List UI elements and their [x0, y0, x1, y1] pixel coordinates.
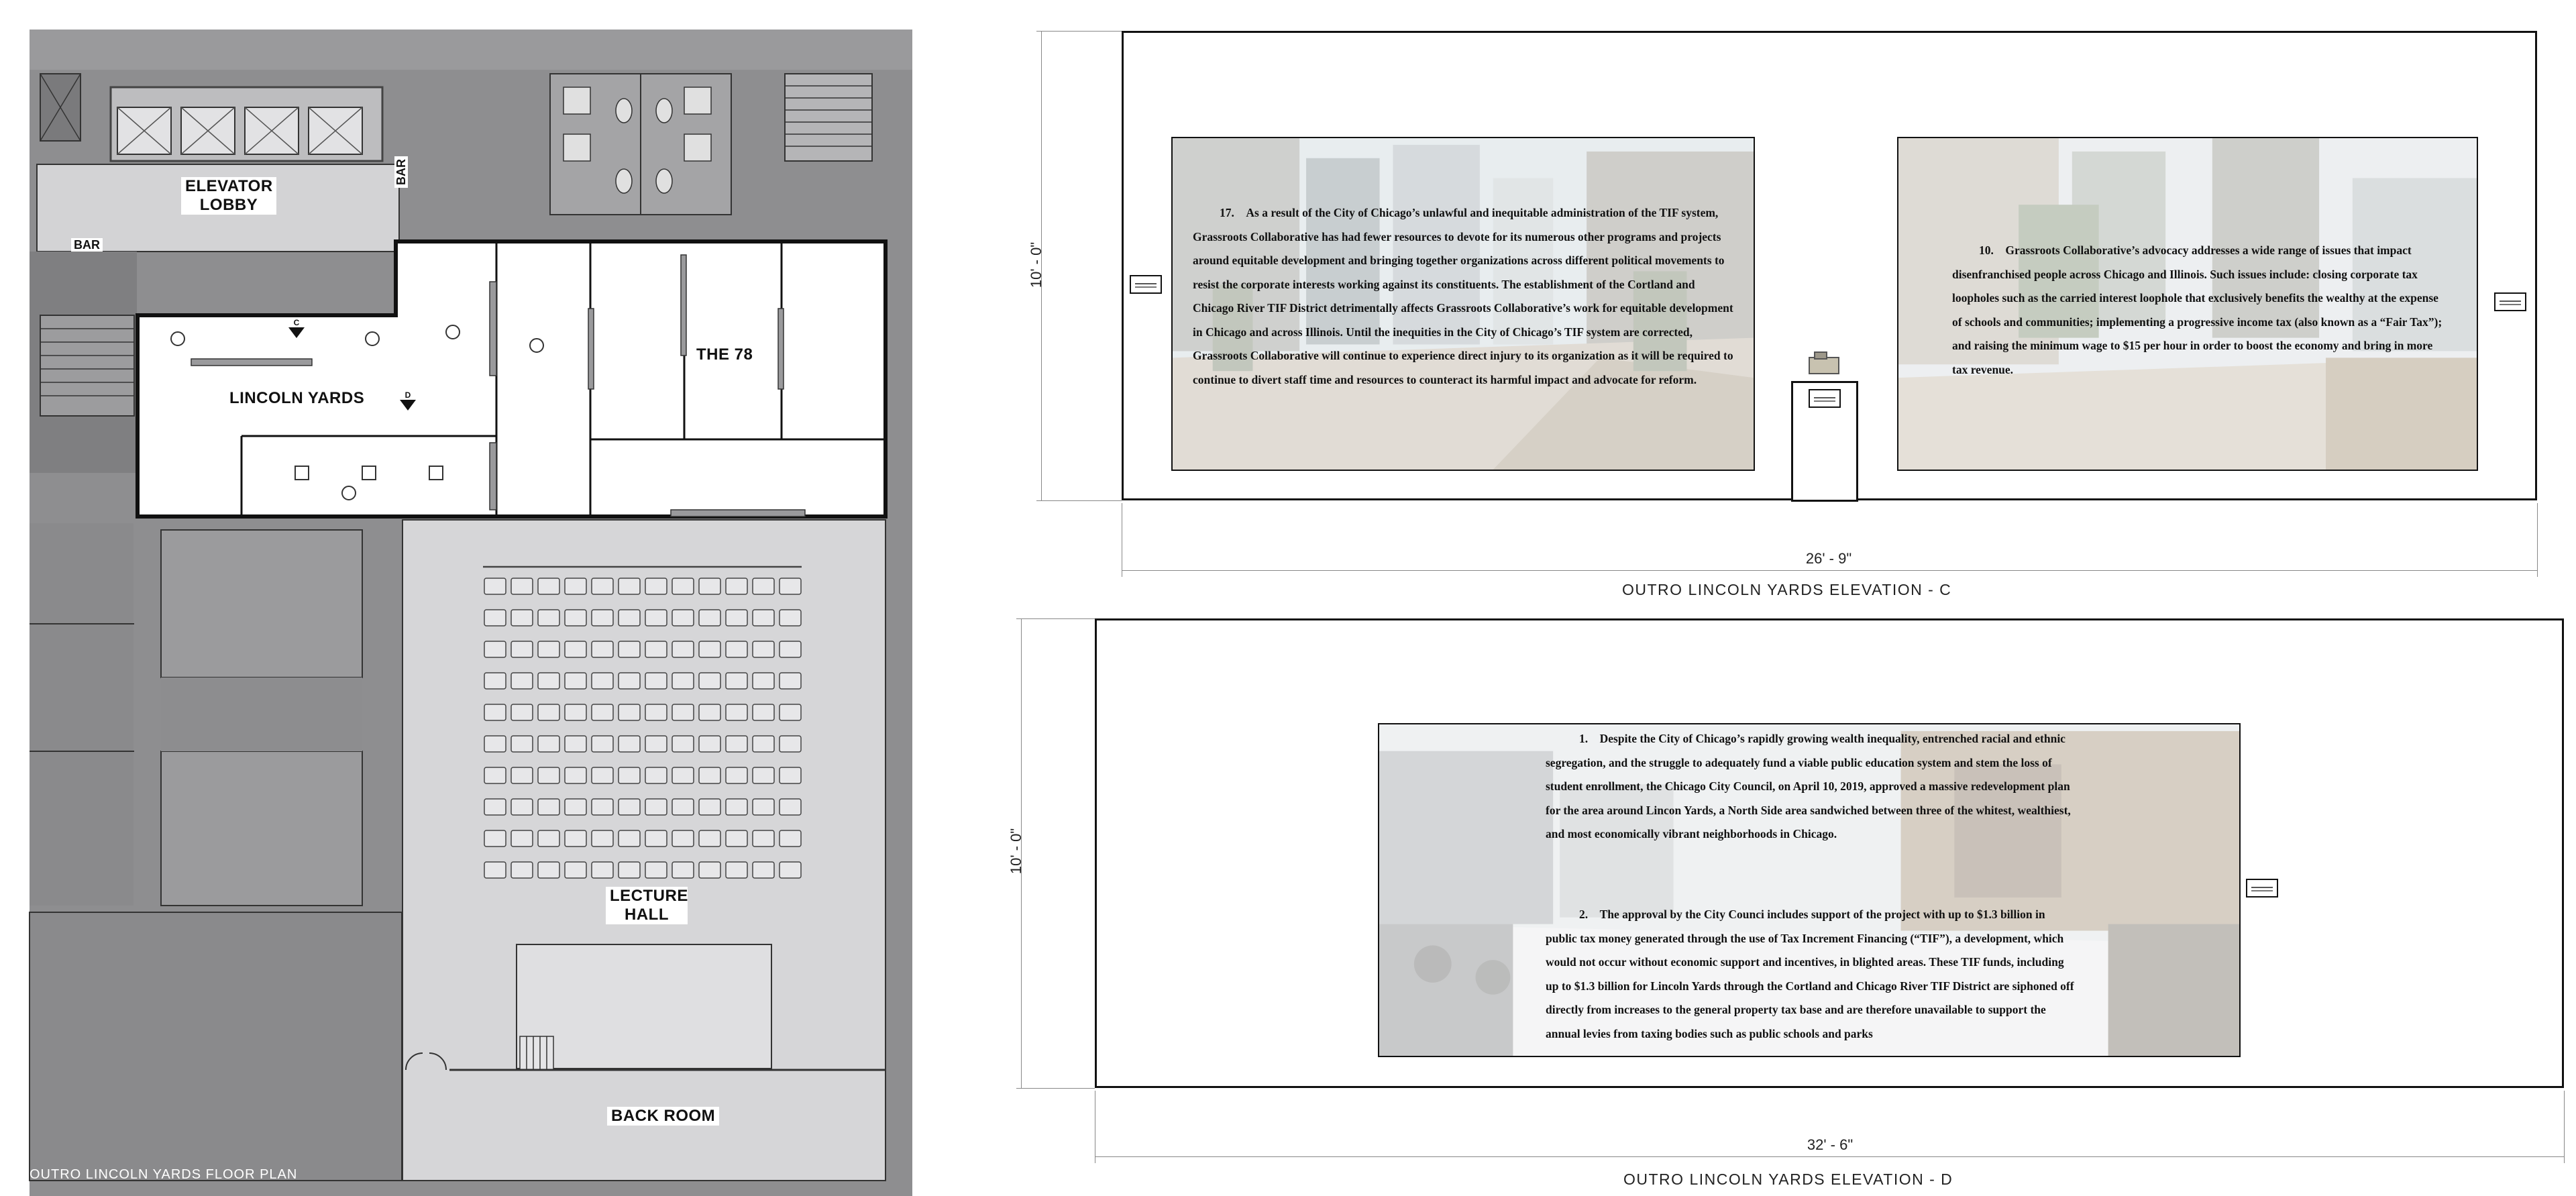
lecture-hall-seat [619, 767, 640, 783]
elevation-c-right-text: 10. Grassroots Collaborative’s advocacy addresses a wide range of issues that impact disenfranchised people across Chicago and Illinois. Such issues include: closing corporate tax loopholes such as the carried interest loophole that exclusively benefits the wealthy at the expense of schools and communities; implementing a progressive income tax (also known as a “Fair Tax”); and raising the minimum wage to $15 per hour in order to boost the economy and bring in more tax revenue. [1952, 243, 2443, 376]
elevation-c-marker-letter: C [293, 318, 300, 327]
lecture-hall-seat [538, 673, 559, 689]
lecture-hall-seat [780, 704, 801, 720]
dimension-extension-line [1016, 1088, 1095, 1089]
lecture-hall-seat [484, 862, 506, 878]
architectural-model-icon [1805, 351, 1845, 378]
lecture-hall-seat [645, 736, 667, 752]
lecture-hall-seat [753, 862, 774, 878]
lecture-hall-seat [484, 704, 506, 720]
elevation-c-marker [288, 318, 305, 338]
lecture-hall-seat [592, 578, 613, 594]
lecture-hall-seat [672, 610, 694, 626]
lecture-hall-seat [753, 673, 774, 689]
elevation-d-caption: OUTRO LINCOLN YARDS ELEVATION - D [1623, 1171, 1953, 1188]
lecture-hall-seat [565, 736, 586, 752]
wall-label-tag [1130, 275, 1162, 294]
lecture-hall-seat [780, 610, 801, 626]
lecture-hall-seat [726, 767, 747, 783]
lecture-hall-seat [699, 578, 720, 594]
floor-plan-caption: OUTRO LINCOLN YARDS FLOOR PLAN [30, 1167, 298, 1182]
lecture-hall-seat [538, 830, 559, 847]
lecture-hall-seat [511, 736, 533, 752]
lecture-hall-seat [511, 610, 533, 626]
dimension-extension-line [2537, 503, 2538, 577]
lecture-hall-seat [538, 704, 559, 720]
lecture-hall-seat [511, 673, 533, 689]
lecture-hall-seat [753, 610, 774, 626]
lecture-hall-seat [780, 862, 801, 878]
elevation-d-paragraph-1: 1. Despite the City of Chicago’s rapidly growing wealth inequality, entrenched racial and ethnic segregation, and the struggle to adequately fund a viable public education system and stem the loss of student enrollment, the Chicago City Council, on April 10, 2019, approved a massive redevelopment plan for the area around Lincon Yards, a North Side area sandwiched between three of the whitest, wealthiest, and most economically vibrant neighborhoods in Chicago. [1546, 732, 2071, 840]
lecture-hall-seat [511, 862, 533, 878]
lecture-hall-seat [672, 704, 694, 720]
lecture-hall-seat [699, 767, 720, 783]
lecture-hall-seat [619, 610, 640, 626]
lecture-hall-seat [619, 830, 640, 847]
lecture-hall-seat [753, 830, 774, 847]
lecture-hall-seat [511, 767, 533, 783]
lecture-hall-seat [753, 578, 774, 594]
lecture-hall-seat [565, 862, 586, 878]
elevation-c-caption: OUTRO LINCOLN YARDS ELEVATION - C [1622, 581, 1952, 598]
elevation-d-paragraph-2: 2. The approval by the City Counci includes support of the project with up to $1.3 billion in public tax money generated through the use of Tax Increment Financing (“TIF”), a development, which would not occur without economic support and incentives, in blighted areas. These TIF funds, including up to $1.3 billion for Lincoln Yards through the Cortland and Chicago River TIF District are siphoned off directly from increases to the general property tax base and are therefore unavailable to support the annual levies from taxing bodies such as public schools and parks [1546, 908, 2074, 1040]
lecture-hall-seat [753, 767, 774, 783]
lecture-hall-seat [565, 830, 586, 847]
lecture-hall-seat [699, 736, 720, 752]
lecture-hall-seat [592, 862, 613, 878]
lecture-hall-seat [619, 862, 640, 878]
elevation-c-height-dimension: 10' - 0" [1028, 241, 1044, 288]
lecture-hall-seat [511, 578, 533, 594]
lecture-hall-seat [645, 578, 667, 594]
lecture-hall-seat [699, 704, 720, 720]
lecture-hall-seat [645, 862, 667, 878]
lecture-hall-seat [484, 578, 506, 594]
lecture-hall-seat [726, 830, 747, 847]
lecture-hall-seat [565, 799, 586, 815]
lecture-hall-seat [753, 641, 774, 657]
lecture-hall-seat [726, 736, 747, 752]
lecture-hall-seat [538, 736, 559, 752]
lecture-hall-seat [484, 610, 506, 626]
floor-plan [0, 0, 912, 1196]
lecture-hall-seat [484, 641, 506, 657]
lecture-hall-seat [672, 799, 694, 815]
lecture-hall-seat [645, 799, 667, 815]
back-room-label: BACK ROOM [607, 1107, 719, 1126]
lecture-hall-seat [699, 673, 720, 689]
lecture-hall-seat [645, 704, 667, 720]
lecture-hall-seat [565, 578, 586, 594]
lecture-hall-seat [645, 673, 667, 689]
lecture-hall-seat [645, 767, 667, 783]
lecture-hall-seat [753, 704, 774, 720]
lecture-hall-seat [538, 578, 559, 594]
lecture-hall-seat [753, 736, 774, 752]
lecture-hall-seat [780, 736, 801, 752]
lecture-hall-seat [484, 736, 506, 752]
lecture-hall-seat [592, 799, 613, 815]
lecture-hall-seat [592, 704, 613, 720]
lecture-hall-seat [645, 830, 667, 847]
pedestal-label-tag [1809, 389, 1841, 408]
dimension-extension-line [1016, 618, 1095, 619]
lecture-hall-seat [780, 799, 801, 815]
lecture-hall-seat [726, 578, 747, 594]
lecture-hall-seat [672, 862, 694, 878]
lecture-hall-seat [699, 641, 720, 657]
lecture-hall-seat [619, 673, 640, 689]
lecture-hall-label [606, 887, 688, 924]
lecture-hall-seat [511, 704, 533, 720]
lecture-hall-seat [699, 830, 720, 847]
elevation-d-marker [400, 390, 416, 411]
width-dimension-line [1122, 570, 2537, 571]
lecture-hall-seat [538, 610, 559, 626]
lecture-hall-seat [565, 610, 586, 626]
elevation-c-left-text: 17. As a result of the City of Chicago’s unlawful and inequitable administration of the TIF system, Grassroots Collaborative has had fewer resources to devote for its numerous other programs and projects around equitable development and bringing together organizations across different political movements to resist the corporate interests working against its constituents. The establishment of the Cortland and Chicago River TIF District detrimentally affects Grassroots Collaborative’s work for equitable development in Chicago and across Illinois. Until the inequities in the City of Chicago’s TIF system are corrected, Grassroots Collaborative will continue to experience direct injury to its organization as it will be required to continue to divert staff time and resources to counteract its harmful impact and advocate for reform. [1193, 206, 1733, 386]
floor-plan-drawing [0, 0, 912, 1196]
elevation-c-width-dimension: 26' - 9" [1805, 550, 1852, 567]
lecture-hall-seat [780, 578, 801, 594]
lincoln-yards-room-label: LINCOLN YARDS [225, 389, 368, 408]
lecture-hall-seat [726, 673, 747, 689]
lecture-hall-seat [619, 799, 640, 815]
lecture-hall-seat [780, 830, 801, 847]
elevation-d-height-dimension: 10' - 0" [1008, 828, 1024, 875]
lecture-hall-seat [619, 704, 640, 720]
lecture-hall-seat [726, 610, 747, 626]
lecture-hall-seat [538, 767, 559, 783]
lecture-hall-seat [619, 641, 640, 657]
lecture-hall-label-line2: HALL [625, 906, 669, 924]
lecture-hall-seat [511, 641, 533, 657]
lecture-hall-seat [484, 767, 506, 783]
dimension-extension-line [2564, 1091, 2565, 1163]
lecture-hall-seat [619, 736, 640, 752]
lecture-hall-seat [484, 673, 506, 689]
lecture-hall-seat [565, 767, 586, 783]
lecture-hall-seat [726, 704, 747, 720]
lecture-hall-seat [565, 673, 586, 689]
down-arrow-icon [288, 327, 305, 338]
lecture-hall-seat [672, 673, 694, 689]
bar-label-left: BAR [71, 238, 103, 252]
lecture-hall-seat [619, 578, 640, 594]
wall-label-tag [2494, 292, 2526, 311]
width-dimension-line [1095, 1156, 2564, 1157]
lecture-hall-seat [780, 641, 801, 657]
lecture-hall-seat [699, 799, 720, 815]
lecture-hall-seat [780, 673, 801, 689]
dimension-extension-line [1036, 500, 1122, 501]
wall-label-tag [2246, 879, 2278, 898]
lecture-hall-seat [592, 767, 613, 783]
lecture-hall-seat [780, 767, 801, 783]
lecture-hall-seat [538, 862, 559, 878]
lecture-hall-seat [753, 799, 774, 815]
lecture-hall-seat [645, 610, 667, 626]
lecture-hall-seat [672, 830, 694, 847]
lecture-hall-seat [726, 862, 747, 878]
down-arrow-icon [400, 400, 416, 411]
lecture-hall-seat [645, 641, 667, 657]
lecture-hall-seat [538, 799, 559, 815]
lecture-hall-seat [592, 736, 613, 752]
lecture-hall-seat [672, 736, 694, 752]
bar-label-right: BAR [394, 156, 408, 188]
elevator-lobby-label [181, 177, 276, 215]
lecture-hall-seat [672, 641, 694, 657]
lecture-hall-seat [592, 673, 613, 689]
lecture-hall-seat [511, 830, 533, 847]
lecture-hall-label-line1: LECTURE [610, 887, 688, 905]
lecture-hall-seat [699, 610, 720, 626]
lecture-hall-seat [592, 830, 613, 847]
lecture-hall-seat [672, 767, 694, 783]
lecture-hall-seat [565, 704, 586, 720]
lecture-hall-seat [672, 578, 694, 594]
lecture-hall-seat [565, 641, 586, 657]
lecture-hall-seat [511, 799, 533, 815]
lecture-hall-seat [726, 641, 747, 657]
lecture-hall-seat [592, 641, 613, 657]
elevation-d-marker-letter: D [405, 390, 411, 400]
lecture-hall-seat [592, 610, 613, 626]
lecture-hall-seat [484, 830, 506, 847]
lecture-hall-seat [726, 799, 747, 815]
lecture-hall-seat [484, 799, 506, 815]
the-78-room-label: THE 78 [692, 345, 757, 364]
dimension-extension-line [1036, 31, 1122, 32]
lecture-hall-seat [699, 862, 720, 878]
elevator-lobby-label-line2: LOBBY [199, 196, 258, 214]
lecture-hall-seat [538, 641, 559, 657]
elevation-d-width-dimension: 32' - 6" [1807, 1136, 1854, 1153]
elevator-lobby-label-line1: ELEVATOR [185, 177, 273, 195]
